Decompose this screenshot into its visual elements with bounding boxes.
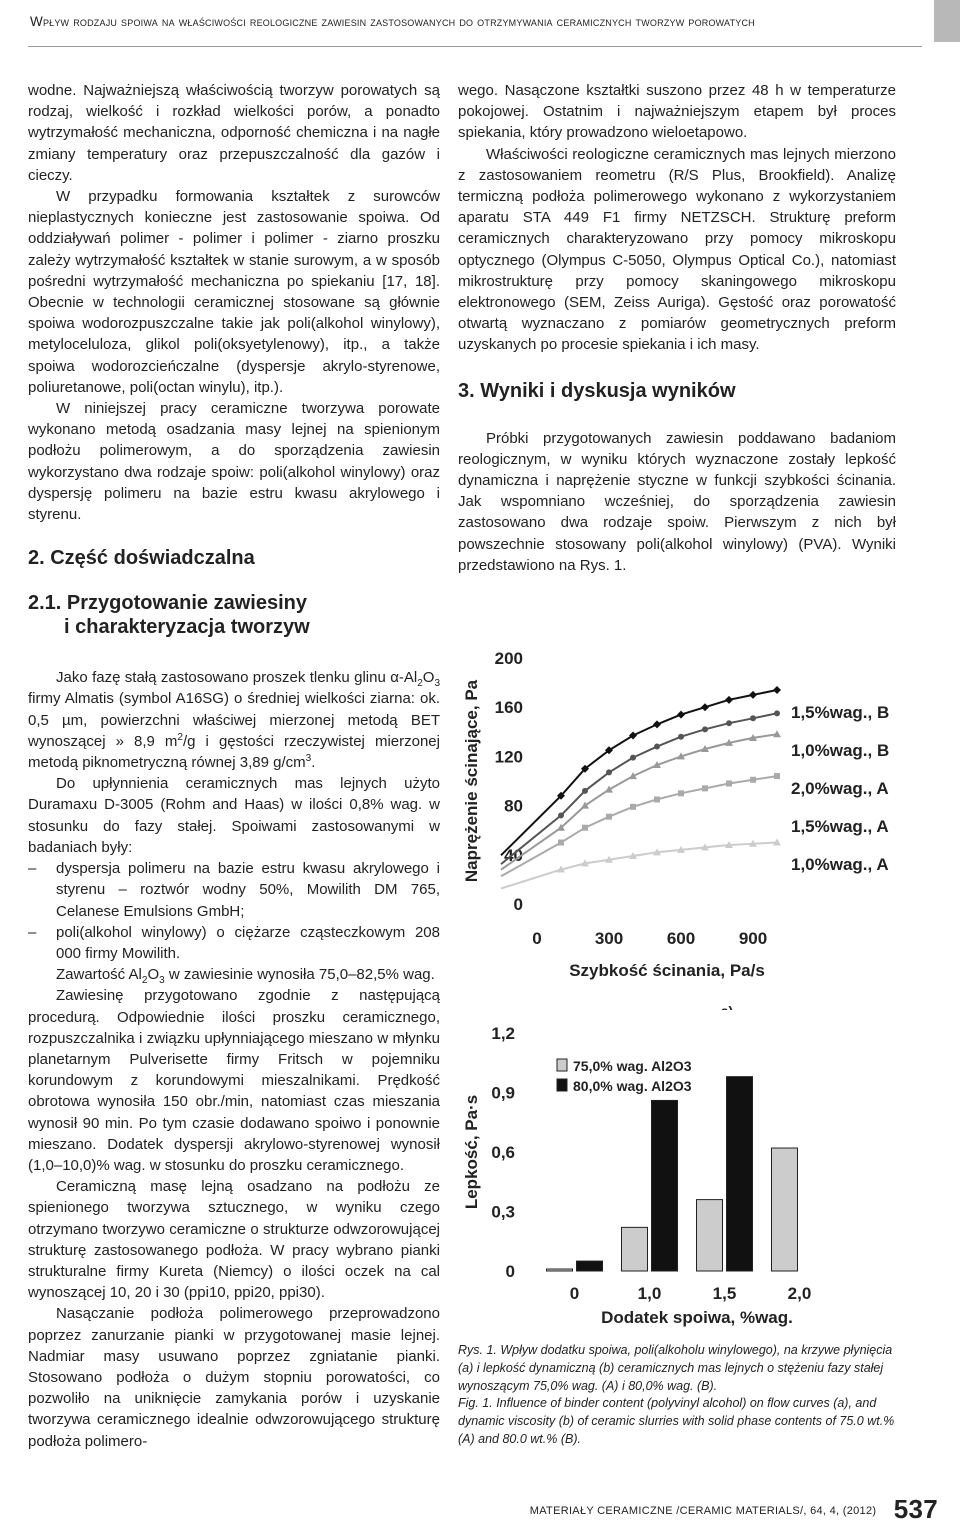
header-rule — [28, 46, 922, 47]
caption-polish: Rys. 1. Wpływ dodatku spoiwa, poli(alkoholu winylowego), na krzywe płynięcia (a) i lepkość dynamiczną (b) ceramicznych mas lejnych o stężeniu fazy stałej wynoszącym 75,0% wag. (A) i 80,0% wag. (B). — [458, 1343, 893, 1393]
paragraph: Nasączanie podłoża polimerowego przeprowadzono poprzez zanurzanie pianki w przygotowanej masie lejnej. Nadmiar masy usuwano poprzez zgniatanie pianki. Stosowano podłoża o dużym stopniu porowatości, co pozwoliło na uniknięcie zamykania porów i uzyskanie tworzywa ceramicznego idealnie odwzorowującego strukturę podłoża polimero- — [28, 1305, 440, 1450]
text-run: firmy Almatis (symbol A16SG) o średniej wielkości ziarna: ok. 0,5 µm, powierzchni właściwej mierzonej metodą BET wynoszącej » 8,9 m — [28, 690, 440, 750]
page-number: 537 — [893, 1494, 938, 1524]
data-point — [749, 691, 757, 699]
running-title: Wpływ rodzaju spoiwa na właściwości reologiczne zawiesin zastosowanych do otrzymywania ceramicznych tworzyw porowatych — [30, 14, 755, 29]
caption-english: Fig. 1. Influence of binder content (polyvinyl alcohol) on flow curves (a), and dynamic viscosity (b) of ceramic slurries with solid phase contents of 75.0 wt.% (A) and 80.0 wt.% (B). — [458, 1396, 895, 1446]
paragraph: W przypadku formowania kształtek z surowców nieplastycznych konieczne jest zastosowanie spoiwa. Od oddziaływań polimer - polimer i polimer - ziarno proszku zależy wytrzymałość kształtek w stanie surowym, a w sposób pośredni wytrzymałość mechaniczna po spiekaniu [17, 18]. Obecnie w technologii ceramicznej stosowane są głównie spoiwa wodorozpuszczalne takie jak poli(alkohol winylowy), metyloceluloza, glikol poli(oksyetylenowy), itp., a także spoiwa wodorozcieńczalne (dyspersje akrylo-styrenowe, poliuretanowe, poli(octan winylu), itp.). — [28, 188, 440, 396]
data-point — [558, 812, 564, 818]
data-point — [606, 769, 612, 775]
binder-list — [28, 858, 440, 964]
bar — [547, 1269, 573, 1271]
subsection-title-1: Przygotowanie zawiesiny — [66, 592, 307, 615]
subsection-number: 2.1. — [28, 592, 62, 615]
text-run: O — [147, 966, 160, 984]
paragraph — [28, 667, 440, 773]
bar — [697, 1200, 723, 1271]
legend-entry: 1,0%wag., B — [791, 741, 890, 760]
data-point — [630, 804, 636, 810]
series-line — [501, 843, 777, 889]
text-run: . — [311, 754, 316, 772]
journal-name: MATERIAŁY CERAMICZNE /CERAMIC MATERIALS/, 64, 4, (2012) — [529, 1505, 877, 1517]
paragraph: Próbki przygotowanych zawiesin poddawano badaniom reologicznym, w wyniku których wyznaczone zostały lepkość dynamiczna i naprężenie styczne w funkcji szybkości ścinania. Jak wspomniano wcześniej, do sporządzenia zawiesin zastosowano dwa rodzaje spoiw. Pierwszym z nich był powszechnie stosowany poli(alkohol winylowy) (PVA). Wyniki przedstawiono na Rys. 1. — [458, 429, 896, 574]
paragraph: wodne. Najważniejszą właściwością tworzyw porowatych są rodzaj, wielkość i rozkład wielkości porów, a ponadto wytrzymałość mechaniczna, odporność chemiczna i na nagłe zmiany temperatury oraz przepuszczalność dla gazów i cieczy. — [28, 82, 440, 184]
paragraph: Do upłynnienia ceramicznych mas lejnych użyto Duramaxu D-3005 (Rohm and Haas) w ilości 0,8% wag. w stosunku do fazy stałej. Spoiwami zastosowanymi w badaniach były: — [28, 775, 440, 856]
x-axis-label: Szybkość ścinania, Pa/s — [569, 961, 765, 980]
bar — [727, 1077, 753, 1271]
x-tick-label: 1,5 — [712, 1284, 737, 1303]
data-point — [678, 734, 684, 740]
text-run: Zawartość Al — [56, 966, 142, 984]
superscript: 3 — [305, 753, 312, 765]
paragraph: wego. Nasączone kształtki suszono przez 48 h w temperaturze pokojowej. Ostatnim i najważniejszym etapem był proces spiekania, który prowadzono wieloetapowo. — [458, 82, 896, 142]
data-point — [701, 703, 709, 711]
legend-entry: 1,5%wag., B — [791, 703, 890, 722]
section-heading: 3. Wyniki i dyskusja wyników — [458, 379, 736, 402]
data-point — [582, 825, 588, 831]
y-tick-label: 0,6 — [491, 1143, 515, 1162]
figure-1 — [455, 640, 895, 1350]
right-column — [458, 80, 896, 576]
data-point — [558, 840, 564, 846]
page-footer — [530, 1494, 938, 1525]
subscript: 2 — [141, 975, 148, 987]
flow-curve-chart — [455, 640, 895, 1010]
paragraph: W niniejszej pracy ceramiczne tworzywa porowate wykonano metodą osadzania masy lejnej na spienionym podłożu polimerowym, a do sporządzenia zawiesin wykorzystano dwa rodzaje spoiw: poli(alkohol winylowy) oraz dyspersję polimeru na bazie estru kwasu akrylowego i styrenu. — [28, 400, 440, 524]
legend-entry: 2,0%wag., A — [791, 779, 889, 798]
figure-caption — [458, 1342, 898, 1449]
legend-entry: 1,5%wag., A — [791, 817, 889, 836]
paragraph: Ceramiczną masę lejną osadzano na podłożu ze spienionego tworzywa sztucznego, w wyniku czego otrzymano tworzywo ceramiczne o strukturze odwzorowującej strukturę zastosowanego podłoża. W pracy wybrano pianki strukturalne firmy Kureta (Niemcy) o ilości oczek na cal wynoszącej 10, 20 i 30 (ppi10, ppi20, ppi30). — [28, 1178, 440, 1302]
legend-swatch — [557, 1059, 567, 1071]
y-tick-label: 0,9 — [491, 1083, 515, 1103]
subscript: 3 — [159, 975, 165, 987]
panel-label — [721, 1003, 733, 1010]
legend-entry: 80,0% wag. Al2O3 — [573, 1078, 692, 1094]
left-column — [28, 80, 440, 1452]
y-axis-label: Naprężenie ścinające, Pa — [462, 679, 481, 883]
bar — [652, 1100, 678, 1271]
y-tick-label: 1,2 — [491, 1024, 515, 1043]
data-point — [582, 788, 588, 794]
text-run: w zawiesinie wynosiła 75,0–82,5% wag. — [164, 966, 435, 984]
data-point — [702, 785, 708, 791]
y-tick-label: 200 — [494, 649, 523, 668]
list-item: – poli(alkohol winylowy) o ciężarze cząsteczkowym 208 000 firmy Mowilith. — [28, 922, 440, 964]
data-point — [726, 780, 732, 786]
page-edge-tab — [934, 0, 960, 42]
y-tick-label: 120 — [494, 747, 523, 767]
x-tick-label: 1,0 — [637, 1284, 662, 1303]
data-point — [678, 790, 684, 796]
data-point — [630, 755, 636, 761]
y-axis-label: Lepkość, Pa·s — [462, 1094, 481, 1210]
y-tick-label: 80 — [504, 796, 523, 816]
bar — [577, 1261, 603, 1271]
paragraph — [28, 964, 440, 985]
data-point — [654, 796, 660, 802]
text-run: O — [422, 669, 435, 687]
paragraph: Właściwości reologiczne ceramicznych mas lejnych mierzono z zastosowaniem reometru (R/S Plus, Brookfield). Analizę termiczną podłoża polimerowego wykonano z wykorzystaniem aparatu STA 449 F1 firmy NETZSCH. Strukturę preform ceramicznych charakteryzowano przy pomocy mikroskopu optycznego (Olympus C-5050, Olympus Optical Co.), natomiast mikrostrukturę przy pomocy skaningowego mikroskopu elektronowego (SEM, Zeiss Auriga). Gęstość oraz porowatość otwartą wyznaczano z pomiarów geometrycznych preform uzyskanych po procesie spiekania i ich masy. — [458, 145, 896, 354]
data-point — [774, 773, 780, 779]
list-item: – dyspersja polimeru na bazie estru kwasu akrylowego i styrenu – roztwór wodny 50%, Mowilith DM 765, Celanese Emulsions GmbH; — [28, 858, 440, 922]
data-point — [677, 711, 685, 719]
bar — [622, 1227, 648, 1271]
y-tick-label: 0 — [505, 1262, 515, 1281]
data-point — [726, 720, 732, 726]
data-point — [606, 814, 612, 820]
viscosity-bar-chart — [455, 1015, 895, 1345]
text-run: Jako fazę stałą zastosowano proszek tlenku glinu α-Al — [56, 669, 418, 687]
superscript: 2 — [177, 731, 183, 743]
section-heading: 2. Część doświadczalna — [28, 547, 255, 570]
data-point — [654, 744, 660, 750]
x-tick-label: 900 — [738, 929, 768, 948]
data-point — [774, 710, 780, 716]
running-header — [30, 14, 755, 29]
paragraph: Zawiesinę przygotowano zgodnie z następującą procedurą. Odpowiednie ilości proszku ceramicznego, rozpuszczalnika i związku upłynniającego mieszano w młynku planetarnym Pulverisette firmy Fritsch w pojemniku korundowym z korundowymi mieszalnikami. Prędkość obrotowa wynosiła 150 obr./min, natomiast czas mieszania wynosił 90 min. Po tym czasie dodawano spoiwo i ponownie mieszano. Dodatek dyspersji akrylowo-styrenowej wynosił (1,0–10,0)% wag. w stosunku do proszku ceramicznego. — [28, 987, 440, 1174]
legend-swatch — [557, 1079, 567, 1091]
x-tick-label: 2,0 — [787, 1284, 812, 1303]
legend-entry: 1,0%wag., A — [791, 855, 889, 874]
data-point — [702, 726, 708, 732]
bar — [772, 1148, 798, 1271]
x-tick-label: 300 — [594, 929, 624, 948]
x-tick-label: 600 — [666, 929, 696, 948]
subsection-title-2: i charakteryzacja tworzyw — [64, 616, 310, 639]
x-tick-label: 0 — [532, 929, 542, 948]
data-point — [773, 686, 781, 694]
y-tick-label: 0 — [513, 895, 523, 914]
subscript: 2 — [417, 678, 423, 690]
data-point — [750, 715, 756, 721]
text-run: /g i gęstości rzeczywistej mierzonej metodą piknometryczną równej 3,89 g/cm — [28, 732, 440, 772]
y-tick-label: 0,3 — [491, 1202, 515, 1222]
data-point — [725, 696, 733, 704]
series-line — [501, 776, 777, 876]
legend-entry: 75,0% wag. Al2O3 — [573, 1058, 692, 1074]
subsection-heading — [28, 591, 440, 639]
data-point — [653, 720, 661, 728]
data-point — [750, 777, 756, 783]
y-tick-label: 40 — [504, 845, 523, 865]
x-axis-label: Dodatek spoiwa, %wag. — [601, 1308, 793, 1327]
y-tick-label: 160 — [494, 698, 523, 718]
x-tick-label: 0 — [569, 1284, 580, 1303]
subscript: 3 — [434, 678, 440, 690]
